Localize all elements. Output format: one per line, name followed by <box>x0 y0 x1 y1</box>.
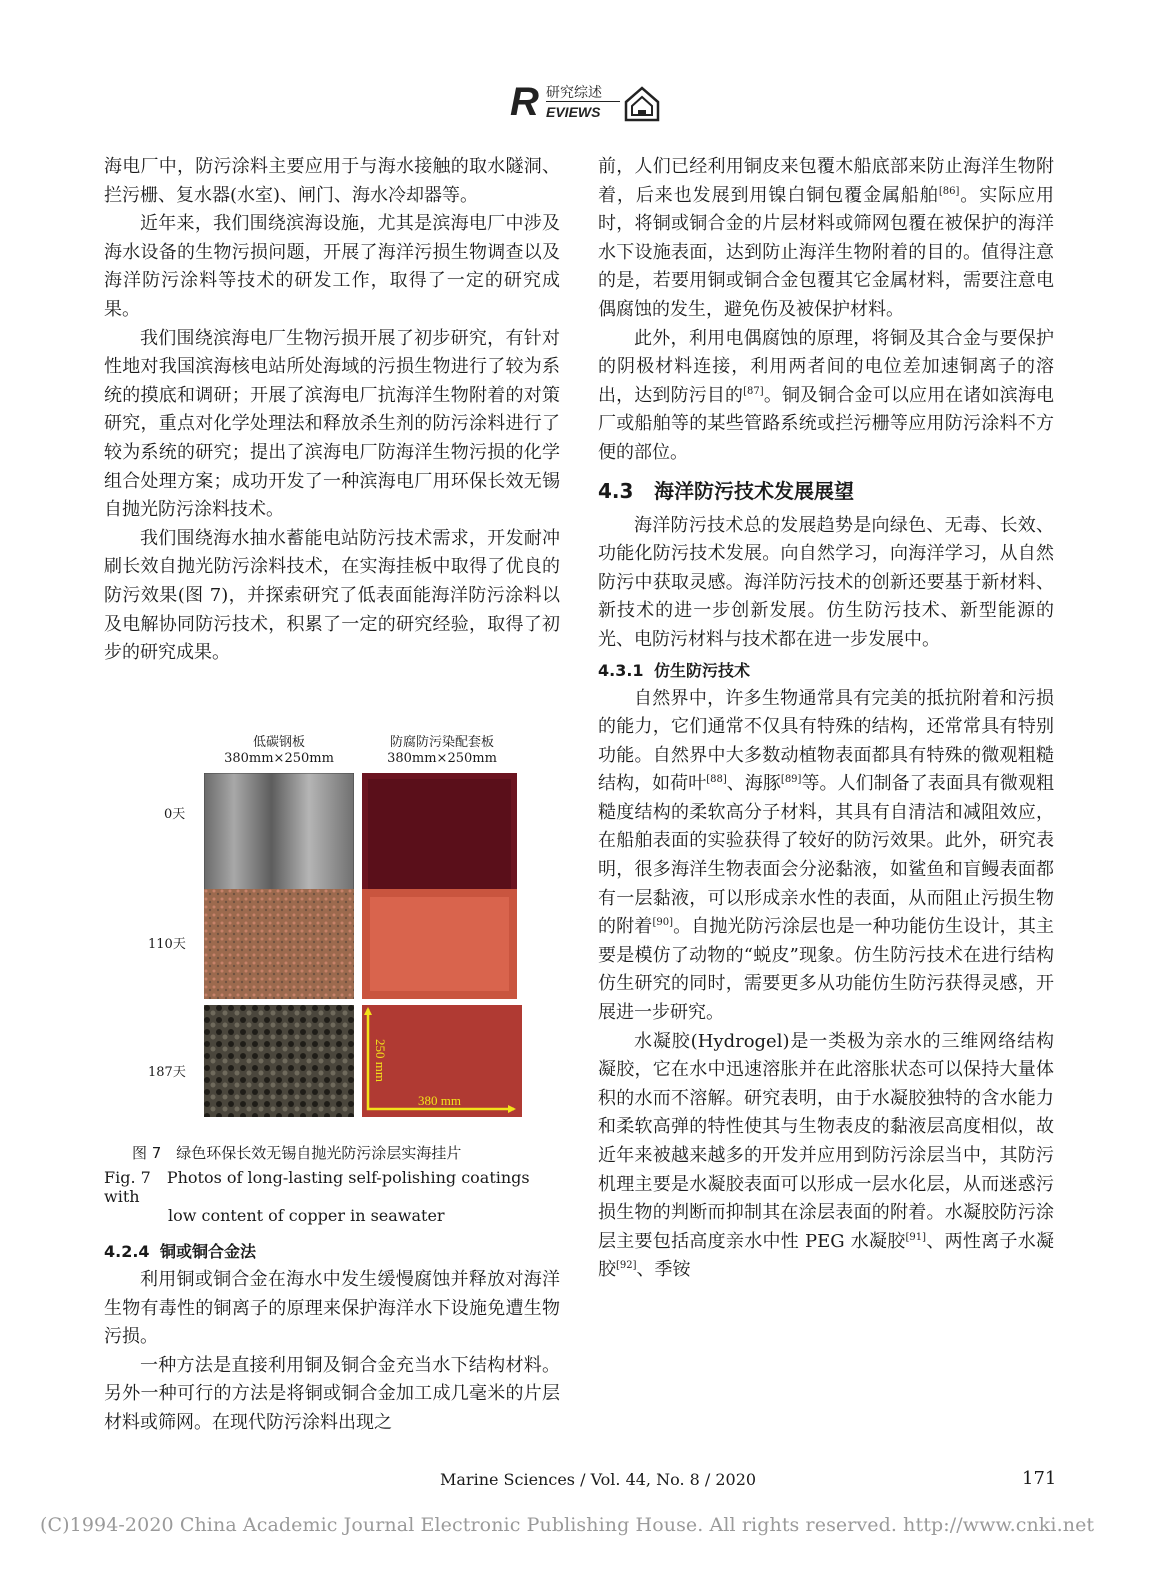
figure-caption-en <box>104 1168 564 1225</box>
paragraph: 近年来，我们围绕滨海设施，尤其是滨海电厂中涉及海水设备的生物污损问题，开展了海洋污损生物调查以及海洋防污涂料等技术的研发工作，取得了一定的研究成果。 <box>104 213 560 320</box>
caption-en-line1: Fig. 7 Photos of long-lasting self-polishing coatings with <box>104 1168 530 1206</box>
caption-en-line2: low content of copper in seawater <box>168 1206 445 1225</box>
photo-steel-day110 <box>204 889 354 999</box>
logo-house-icon <box>622 84 662 124</box>
paragraph: 利用铜或铜合金在海水中发生缓慢腐蚀并释放对海洋生物有毒性的铜离子的原理来保护海洋水下设施免遭生物污损。 <box>104 1269 560 1348</box>
dim-vertical-label: 250 mm <box>373 1039 388 1082</box>
journal-footer: Marine Sciences / Vol. 44, No. 8 / 2020 <box>440 1470 757 1489</box>
section-number: 4.2.4 <box>104 1242 150 1261</box>
logo-underline <box>546 101 620 102</box>
section-4-3-heading <box>598 476 1054 506</box>
paragraph: 前，人们已经利用铜皮来包覆木船底部来防止海洋生物附着，后来也发展到用镍白铜包覆金属船舶[86]。实际应用时，将铜或铜合金的片层材料或筛网包覆在被保护的海洋水下设施表面，达到防止海洋生物附着的目的。值得注意的是，若要用铜或铜合金包覆其它金属材料，需要注意电偶腐蚀的发生，避免伤及被保护材料。 <box>598 156 1055 320</box>
copyright-line: (C)1994-2020 China Academic Journal Electronic Publishing House. All rights reserved. http://www.cnki.net <box>40 1514 1095 1536</box>
row-label-187: 187天 <box>148 1065 186 1080</box>
section-title: 铜或铜合金法 <box>160 1242 257 1261</box>
figure-col2-header <box>362 735 522 767</box>
photo-steel-day187 <box>204 1005 354 1117</box>
photo-coated-day187 <box>362 1005 522 1117</box>
figure-7 <box>104 733 560 1133</box>
paragraph: 海电厂中，防污涂料主要应用于与海水接触的取水隧洞、拦污栅、复水器(水室)、闸门、海水冷却器等。 <box>104 156 560 206</box>
section-number: 4.3 <box>598 478 634 503</box>
dim-horizontal-label: 380 mm <box>418 1093 461 1108</box>
figure-caption-cn: 图 7 绿色环保长效无锡自抛光防污涂层实海挂片 <box>132 1144 462 1162</box>
section-number: 4.3.1 <box>598 660 644 680</box>
journal-logo <box>508 78 668 128</box>
paragraph: 海洋防污技术总的发展趋势是向绿色、无毒、长效、功能化防污技术发展。向自然学习，向海洋学习，从自然防污中获取灵感。海洋防污技术的创新还要基于新材料、新技术的进一步创新发展。仿生防污技术、新型能源的光、电防污材料与技术都在进一步发展中。 <box>598 514 1054 650</box>
col2-size: 380mm×250mm <box>387 751 497 766</box>
logo-cn-text: 研究综述 <box>546 85 602 101</box>
page-number: 171 <box>1022 1468 1057 1489</box>
row-label-0: 0天 <box>164 807 186 822</box>
paragraph: 此外，利用电偶腐蚀的原理，将铜及其合金与要保护的阴极材料连接，利用两者间的电位差加速铜离子的溶出，达到防污目的[87]。铜及铜合金可以应用在诸如滨海电厂或船舶等的某些管路系统或拦污栅等应用防污涂料不方便的部位。 <box>598 327 1054 463</box>
citation-91: [91] <box>905 1231 927 1243</box>
photo-steel-day0 <box>204 773 354 903</box>
col2-title: 防腐防污染配套板 <box>389 735 494 750</box>
citation-90: [90] <box>652 917 673 929</box>
section-4-2-4-heading <box>104 1238 560 1266</box>
figure-col1-header <box>204 735 354 767</box>
col1-title: 低碳钢板 <box>252 735 305 750</box>
citation-87: [87] <box>743 385 764 397</box>
photo-coated-day110 <box>362 889 517 999</box>
logo-letter: R <box>510 80 539 124</box>
paragraph: 一种方法是直接利用铜及铜合金充当水下结构材料。另外一种可行的方法是将铜或铜合金加工成几毫米的片层材料或筛网。在现代防污涂料出现之 <box>104 1354 560 1433</box>
left-column <box>104 153 560 668</box>
right-column <box>598 153 1054 1285</box>
paragraph: 自然界中，许多生物通常具有完美的抵抗附着和污损的能力，它们通常不仅具有特殊的结构，还常常具有特别功能。自然界中大多数动植物表面都具有特殊的微观粗糙结构，如荷叶[88]、海豚[89]等。人们制备了表面具有微观粗糙度结构的柔软高分子材料，其具有自清洁和减阻效应，在船舶表面的实验获得了较好的防污效果。此外，研究表明，很多海洋生物表面会分泌黏液，如鲨鱼和盲鳗表面都有一层黏液，可以形成亲水性的表面，从而阻止污损生物的附着[90]。自抛光防污涂层也是一种功能仿生设计，其主要是模仿了动物的“蜕皮”现象。仿生防污技术在进行结构仿生研究的同时，需要更多从功能仿生防污获得灵感，开展进一步研究。 <box>598 687 1055 1024</box>
citation-89: [89] <box>780 774 802 786</box>
section-4-3-1-heading <box>598 657 1054 685</box>
paragraph: 我们围绕海水抽水蓄能电站防污技术需求，开发耐冲刷长效自抛光防污涂料技术，在实海挂板中取得了优良的防污效果(图 7)，并探索研究了低表面能海洋防污涂料以及电解协同防污技术，积累了一定的研究经验，取得了初步的研究成果。 <box>104 527 560 664</box>
section-title: 仿生防污技术 <box>654 660 751 680</box>
citation-92: [92] <box>616 1260 637 1272</box>
paragraph: 我们围绕滨海电厂生物污损开展了初步研究，有针对性地对我国滨海核电站所处海域的污损生物进行了较为系统的摸底和调研；开展了滨海电厂抗海洋生物附着的对策研究，重点对化学处理法和释放杀生剂的防污涂料进行了较为系统的研究；提出了滨海电厂防海洋生物污损的化学组合处理方案；成功开发了一种滨海电厂用环保长效无锡自抛光防污涂料技术。 <box>104 327 560 521</box>
citation-86: [86] <box>938 185 960 197</box>
citation-88: [88] <box>706 774 727 786</box>
photo-coated-day0 <box>362 773 517 903</box>
section-title: 海洋防污技术发展展望 <box>654 478 854 503</box>
row-label-110: 110天 <box>148 937 186 952</box>
left-column-bottom <box>104 1236 560 1438</box>
logo-en-text: EVIEWS <box>546 104 601 120</box>
col1-size: 380mm×250mm <box>224 751 334 766</box>
paragraph: 水凝胶(Hydrogel)是一类极为亲水的三维网络结构凝胶，它在水中迅速溶胀并在此溶胀状态可以保持大量体积的水而不溶解。研究表明，由于水凝胶独特的含水能力和柔软高弹的特性使其与生物表皮的黏液层高度相似，故近年来被越来越多的开发并应用到防污涂层当中，其防污机理主要是水凝胶表面可以形成一层水化层，从而迷惑污损生物的判断而抑制其在涂层表面的附着。水凝胶防污涂层主要包括高度亲水中性 PEG 水凝胶[91]、两性离子水凝胶[92]、季铵 <box>598 1030 1055 1281</box>
